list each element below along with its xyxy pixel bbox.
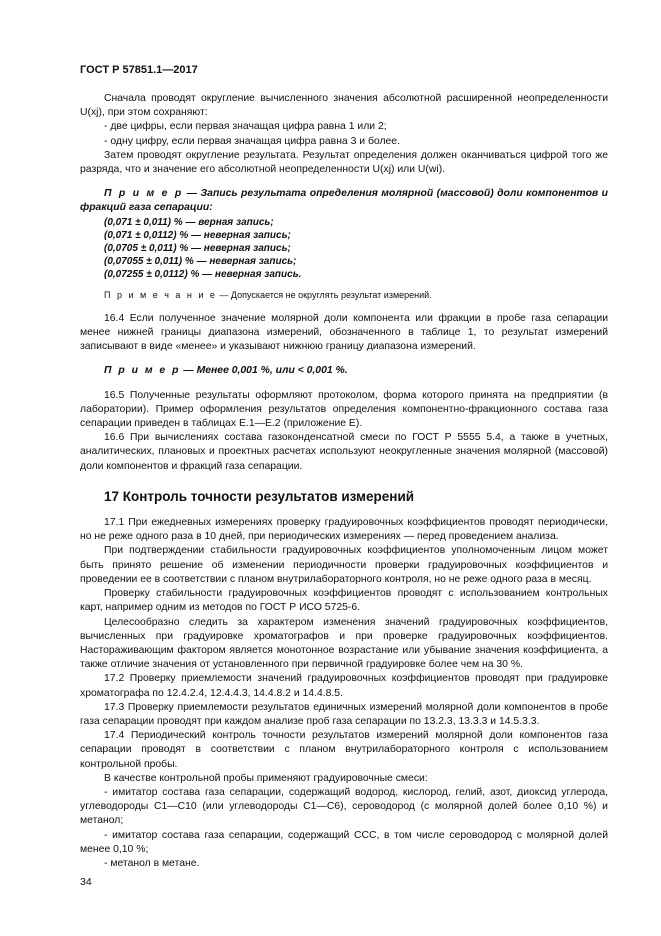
paragraph-control-sample: В качестве контрольной пробы применяют градуировочные смеси: bbox=[104, 772, 428, 784]
list-item: - одну цифру, если первая значащая цифра равна 3 и более. bbox=[104, 135, 400, 147]
paragraph-17-4: 17.4 Периодический контроль точности результатов измерений молярной доли компонентов газа сепарации проводят в соответствии с планом внутрилабораторного контроля с использованием контрольной пробы. bbox=[80, 730, 608, 770]
example-record bbox=[80, 187, 608, 215]
list-item: - две цифры, если первая значащая цифра равна 1 или 2; bbox=[104, 121, 387, 133]
list-item: - имитатор состава газа сепарации, содержащий водород, кислород, гелий, азот, диоксид углерода, углеводороды C1—C10 (или углеводороды C1—C6), сероводород (с молярной долей более 0,10 %) и метанол; bbox=[80, 786, 608, 827]
paragraph-17-3: 17.3 Проверку приемлемости результатов единичных измерений молярной доли компонентов в пробе газа сепарации проводят при каждом анализе проб газа сепарации по 13.2.3, 13.3.3 и 14.5.3.3. bbox=[80, 701, 608, 727]
example-line: (0,07255 ± 0,0112) % — неверная запись. bbox=[104, 269, 302, 281]
paragraph-rounding: Сначала проводят округление вычисленного значения абсолютной расширенной неопределенности U(xj), при этом сохраняют: bbox=[80, 93, 608, 119]
example-line: (0,07055 ± 0,011) % — неверная запись; bbox=[104, 256, 297, 268]
paragraph-17-2: 17.2 Проверку приемлемости значений градуировочных коэффициентов проводят при градуировке хроматографа по 12.4.2.4, 12.4.4.3, 14.4.8.2 и 14.4.8.5. bbox=[80, 673, 608, 699]
note-label: П р и м е ч а н и е bbox=[104, 289, 217, 300]
example-label: П р и м е р bbox=[104, 365, 181, 377]
paragraph-17-1-control-charts: Проверку стабильности градуировочных коэффициентов проводят с использованием контрольных карт, например одним из методов по ГОСТ Р ИСО 5725-6. bbox=[80, 588, 608, 614]
page-number: 34 bbox=[80, 876, 92, 888]
paragraph-16-6: 16.6 При вычислениях состава газоконденсатной смеси по ГОСТ Р 5555 5.4, а также в учетных, аналитических, плановых и проектных расчетах используют неокругленные значения молярной (массовой) доли компонентов и фракций газа сепарации. bbox=[80, 432, 608, 472]
list-item: - метанол в метане. bbox=[104, 857, 200, 869]
example-line: (0,071 ± 0,0112) % — неверная запись; bbox=[104, 229, 291, 241]
document-header: ГОСТ Р 57851.1—2017 bbox=[80, 64, 198, 76]
paragraph-result-rounding: Затем проводят округление результата. Результат определения должен оканчиваться цифрой того же разряда, что и значение его абсолютной неопределенности U(xj) или U(wi). bbox=[80, 149, 608, 176]
paragraph-16-5: 16.5 Полученные результаты оформляют протоколом, форма которого принята на предприятии (в лаборатории). Пример оформления результатов определения компонентно-фракционного состава газа сепарации приведен в таблицах Е.1—Е.2 (приложение Е). bbox=[80, 389, 608, 430]
example-label: П р и м е р bbox=[104, 188, 184, 200]
paragraph-17-1-stability: При подтверждении стабильности градуировочных коэффициентов уполномоченным лицом может быть принято решение об изменении периодичности проверки градуировочных коэффициентов и проведении ее в соответствии с планом внутрилабораторного контроля, но не реже одного раза в месяц. bbox=[80, 545, 608, 585]
example-less-than bbox=[80, 364, 608, 378]
example-text: — Менее 0,001 %, или < 0,001 %. bbox=[180, 365, 348, 377]
paragraph-16-4: 16.4 Если полученное значение молярной доли компонента или фракции в пробе газа сепарации менее нижней границы диапазона измерений, обозначенного в таблице 1, то результат измерений записывают в виде «менее» и указывают нижнюю границу диапазона измерений. bbox=[80, 312, 608, 353]
example-line: (0,0705 ± 0,011) % — неверная запись; bbox=[104, 243, 291, 255]
example-line: (0,071 ± 0,011) % — верная запись; bbox=[104, 216, 274, 228]
list-item: - имитатор состава газа сепарации, содержащий ССС, в том числе сероводород с молярной долей менее 0,10 %; bbox=[80, 829, 608, 855]
note bbox=[80, 288, 608, 302]
section-title: 17 Контроль точности результатов измерений bbox=[104, 488, 415, 504]
paragraph-17-1: 17.1 При ежедневных измерениях проверку градуировочных коэффициентов проводят периодически, но не реже одного раза в 10 дней, при периодических измерениях — перед проведением анализа. bbox=[80, 517, 608, 543]
paragraph-17-1-trend: Целесообразно следить за характером изменения значений градуировочных коэффициентов, вычисленных при градуировке хроматографов и при проверке градуировочных коэффициентов. Настораживающим фактором является монотонное возрастание или убывание значения коэффициента, а также отличие значения от установленного при первичной градуировке более чем на 30 %. bbox=[80, 616, 608, 671]
page-content bbox=[80, 92, 608, 871]
example-text: — Запись результата определения молярной (массовой) доли компонентов и фракций газа сепарации: bbox=[80, 188, 608, 214]
note-text: — Допускается не округлять результат измерений. bbox=[216, 289, 432, 300]
